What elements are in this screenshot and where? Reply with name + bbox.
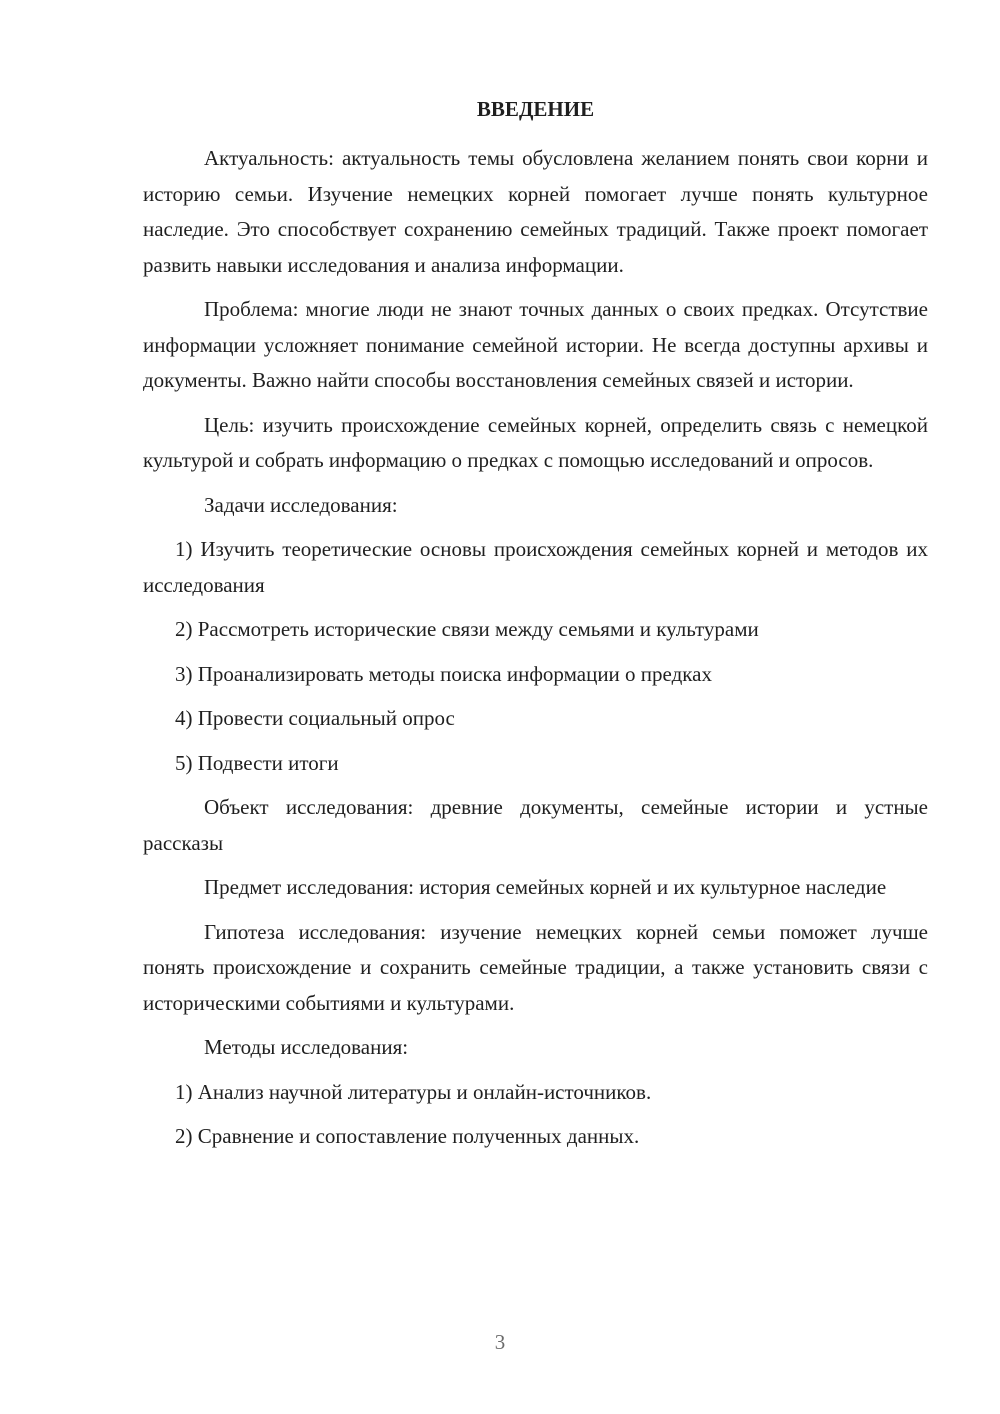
hypothesis-paragraph: Гипотеза исследования: изучение немецких корней семьи поможет лучше понять происхождение и сохранить семейные традиции, а также установить связи с историческими событиями и культурами. [143, 919, 928, 1015]
task-item: 4) Провести социальный опрос [175, 706, 455, 730]
method-item: 2) Сравнение и сопоставление полученных данных. [175, 1124, 640, 1148]
task-item: 3) Проанализировать методы поиска информации о предках [175, 661, 712, 686]
methods-title: Методы исследования: [204, 1035, 409, 1059]
section-heading: ВВЕДЕНИЕ [476, 97, 595, 121]
goal-paragraph: Цель: изучить происхождение семейных корней, определить связь с немецкой культурой и собрать информацию о предках с помощью исследований и опросов. [143, 412, 928, 472]
subject-paragraph: Предмет исследования: история семейных корней и их культурное наследие [204, 875, 887, 899]
problem-paragraph: Проблема: многие люди не знают точных данных о своих предках. Отсутствие информации усложняет понимание семейной истории. Не всегда доступны архивы и документы. Важно найти способы восстановления семейных связей и истории. [143, 297, 928, 392]
task-item: 2) Рассмотреть исторические связи между семьями и культурами [175, 617, 759, 641]
task-item: 5) Подвести итоги [175, 750, 339, 775]
method-item: 1) Анализ научной литературы и онлайн-источников. [175, 1079, 652, 1104]
tasks-title: Задачи исследования: [204, 492, 398, 517]
task-item: 1) Изучить теоретические основы происхождения семейных корней и методов их исследования [143, 537, 928, 597]
page-number: 3 [494, 1330, 506, 1354]
document-page [143, 92, 928, 1164]
relevance-paragraph: Актуальность: актуальность темы обусловлена желанием понять свои корни и историю семьи. Изучение немецких корней помогает лучше понять культурное наследие. Это способствует сохранению семейных традиций. Также проект помогает развить навыки исследования и анализа информации. [143, 146, 928, 277]
object-paragraph: Объект исследования: древние документы, семейные истории и устные рассказы [143, 795, 928, 855]
